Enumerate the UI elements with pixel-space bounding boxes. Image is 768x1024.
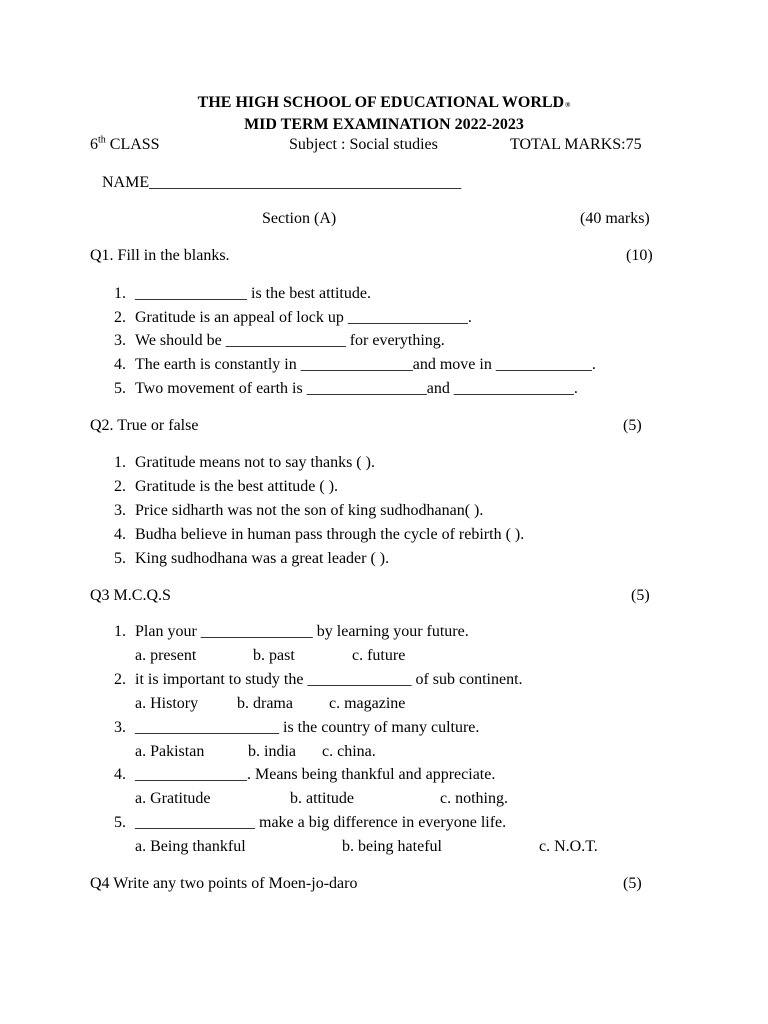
section-marks: (40 marks) [580, 210, 650, 227]
item-number: 3. [114, 719, 126, 736]
option-a: a. Being thankful [135, 838, 246, 855]
item-text: King sudhodhana was a great leader ( ). [135, 550, 390, 567]
option-b: b. being hateful [342, 838, 442, 855]
school-name-text: THE HIGH SCHOOL OF EDUCATIONAL WORLD [197, 94, 565, 111]
total-marks: TOTAL MARKS:75 [510, 136, 642, 153]
item-number: 2. [114, 478, 126, 495]
item-number: 5. [114, 814, 126, 831]
option-a: a. Gratitude [135, 790, 211, 807]
item-number: 3. [114, 502, 126, 519]
item-text: __________________ is the country of many culture. [135, 719, 480, 736]
class-text: CLASS [105, 136, 160, 153]
item-text: ______________. Means being thankful and appreciate. [135, 766, 496, 783]
school-name [0, 95, 768, 111]
exam-title: MID TERM EXAMINATION 2022-2023 [244, 116, 524, 133]
option-c: c. N.O.T. [539, 838, 598, 855]
item-text: Gratitude is the best attitude ( ). [135, 478, 339, 495]
item-number: 1. [114, 454, 126, 471]
item-number: 4. [114, 766, 126, 783]
q2-title: Q2. True or false [90, 417, 199, 434]
option-b: b. india [248, 743, 296, 760]
option-c: c. magazine [329, 695, 406, 712]
option-c: c. future [352, 647, 406, 664]
item-number: 5. [114, 550, 126, 567]
class-superscript: th [98, 134, 106, 146]
subject-label: Subject : Social studies [289, 136, 438, 153]
item-number: 2. [114, 671, 126, 688]
item-number: 1. [114, 285, 126, 302]
item-number: 4. [114, 526, 126, 543]
item-text: Budha believe in human pass through the cycle of rebirth ( ). [135, 526, 525, 543]
option-b: b. attitude [290, 790, 354, 807]
item-text: Two movement of earth is _______________and _______________. [135, 380, 578, 397]
item-text: _______________ make a big difference in everyone life. [135, 814, 507, 831]
option-a: a. present [135, 647, 197, 664]
q3-title: Q3 M.C.Q.S [90, 587, 171, 604]
item-text: Price sidharth was not the son of king sudhodhanan( ). [135, 502, 484, 519]
option-b: b. past [253, 647, 295, 664]
item-number: 5. [114, 380, 126, 397]
option-a: a. History [135, 695, 199, 712]
item-number: 2. [114, 309, 126, 326]
item-text: Plan your ______________ by learning your future. [135, 623, 469, 640]
item-number: 3. [114, 332, 126, 349]
registered-mark: ® [565, 101, 571, 109]
q4-marks: (5) [623, 875, 642, 892]
q2-marks: (5) [623, 417, 642, 434]
option-c: c. nothing. [440, 790, 508, 807]
option-b: b. drama [237, 695, 293, 712]
item-text: Gratitude is an appeal of lock up _______________. [135, 309, 472, 326]
option-a: a. Pakistan [135, 743, 205, 760]
item-number: 1. [114, 623, 126, 640]
q1-marks: (10) [626, 247, 653, 264]
item-text: it is important to study the _____________ of sub continent. [135, 671, 523, 688]
item-text: The earth is constantly in ______________and move in ____________. [135, 356, 596, 373]
class-number: 6 [90, 136, 98, 153]
item-text: We should be _______________ for everything. [135, 332, 445, 349]
name-line: NAME_______________________________________ [102, 174, 462, 191]
q1-title: Q1. Fill in the blanks. [90, 247, 230, 264]
section-title: Section (A) [262, 210, 337, 227]
item-text: ______________ is the best attitude. [135, 285, 371, 302]
class-label [90, 134, 160, 153]
item-text: Gratitude means not to say thanks ( ). [135, 454, 375, 471]
item-number: 4. [114, 356, 126, 373]
option-c: c. china. [322, 743, 376, 760]
q3-marks: (5) [631, 587, 650, 604]
q4-title: Q4 Write any two points of Moen-jo-daro [90, 875, 358, 892]
